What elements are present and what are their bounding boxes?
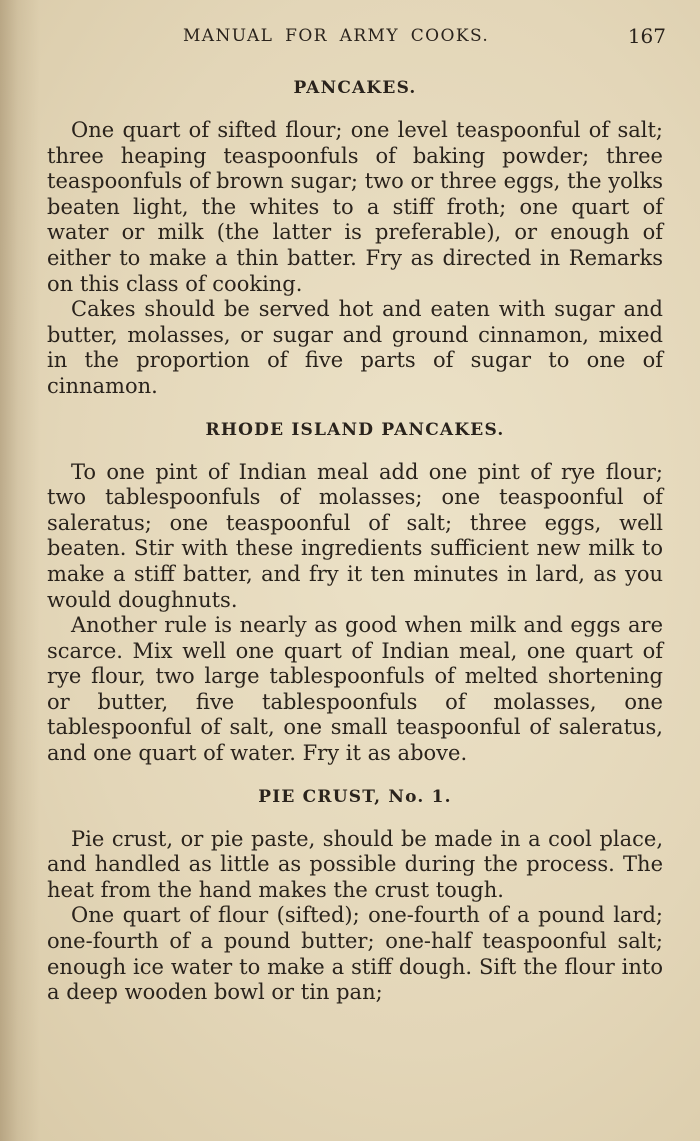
- section-heading-pancakes: PANCAKES.: [293, 78, 417, 98]
- page-number: 167: [627, 24, 666, 48]
- running-head: MANUAL FOR ARMY COOKS.: [183, 26, 490, 46]
- page-content: [47, 70, 663, 1006]
- section-heading-rhode-island-pancakes: RHODE ISLAND PANCAKES.: [205, 419, 505, 440]
- section-heading-pie-crust: PIE CRUST, No. 1.: [258, 786, 452, 807]
- paragraph: Cakes should be served hot and eaten with sugar and butter, molasses, or sugar and ground cinnamon, mixed in the proportion of five parts of sugar to one of cinnamon.: [47, 297, 663, 398]
- paragraph: Pie crust, or pie paste, should be made in a cool place, and handled as little as possible during the process. The heat from the hand makes the crust tough.: [47, 826, 663, 902]
- paragraph: One quart of sifted flour; one level teaspoonful of salt; three heaping teaspoonfuls of baking powder; three teaspoonfuls of brown sugar; two or three eggs, the yolks beaten light, the whites to a stiff froth; one quart of water or milk (the latter is preferable), or enough of either to make a thin batter. Fry as directed in Remarks on this class of cooking.: [47, 118, 663, 296]
- paragraph: Another rule is nearly as good when milk and eggs are scarce. Mix well one quart of Indian meal, one quart of rye flour, two large tablespoonfuls of melted shortening or butter, five tablespoonfuls of molasses, one tablespoonful of salt, one small teaspoonful of saleratus, and one quart of water. Fry it as above.: [47, 613, 663, 766]
- paragraph: To one pint of Indian meal add one pint of rye flour; two tablespoonfuls of molasses; one teaspoonful of saleratus; one teaspoonful of salt; three eggs, well beaten. Stir with these ingredients sufficient new milk to make a stiff batter, and fry it ten minutes in lard, as you would doughnuts.: [47, 459, 663, 612]
- paragraph: One quart of flour (sifted); one-fourth of a pound lard; one-fourth of a pound butter; one-half teaspoonful salt; enough ice water to make a stiff dough. Sift the flour into a deep wooden bowl or tin pan;: [47, 903, 663, 1005]
